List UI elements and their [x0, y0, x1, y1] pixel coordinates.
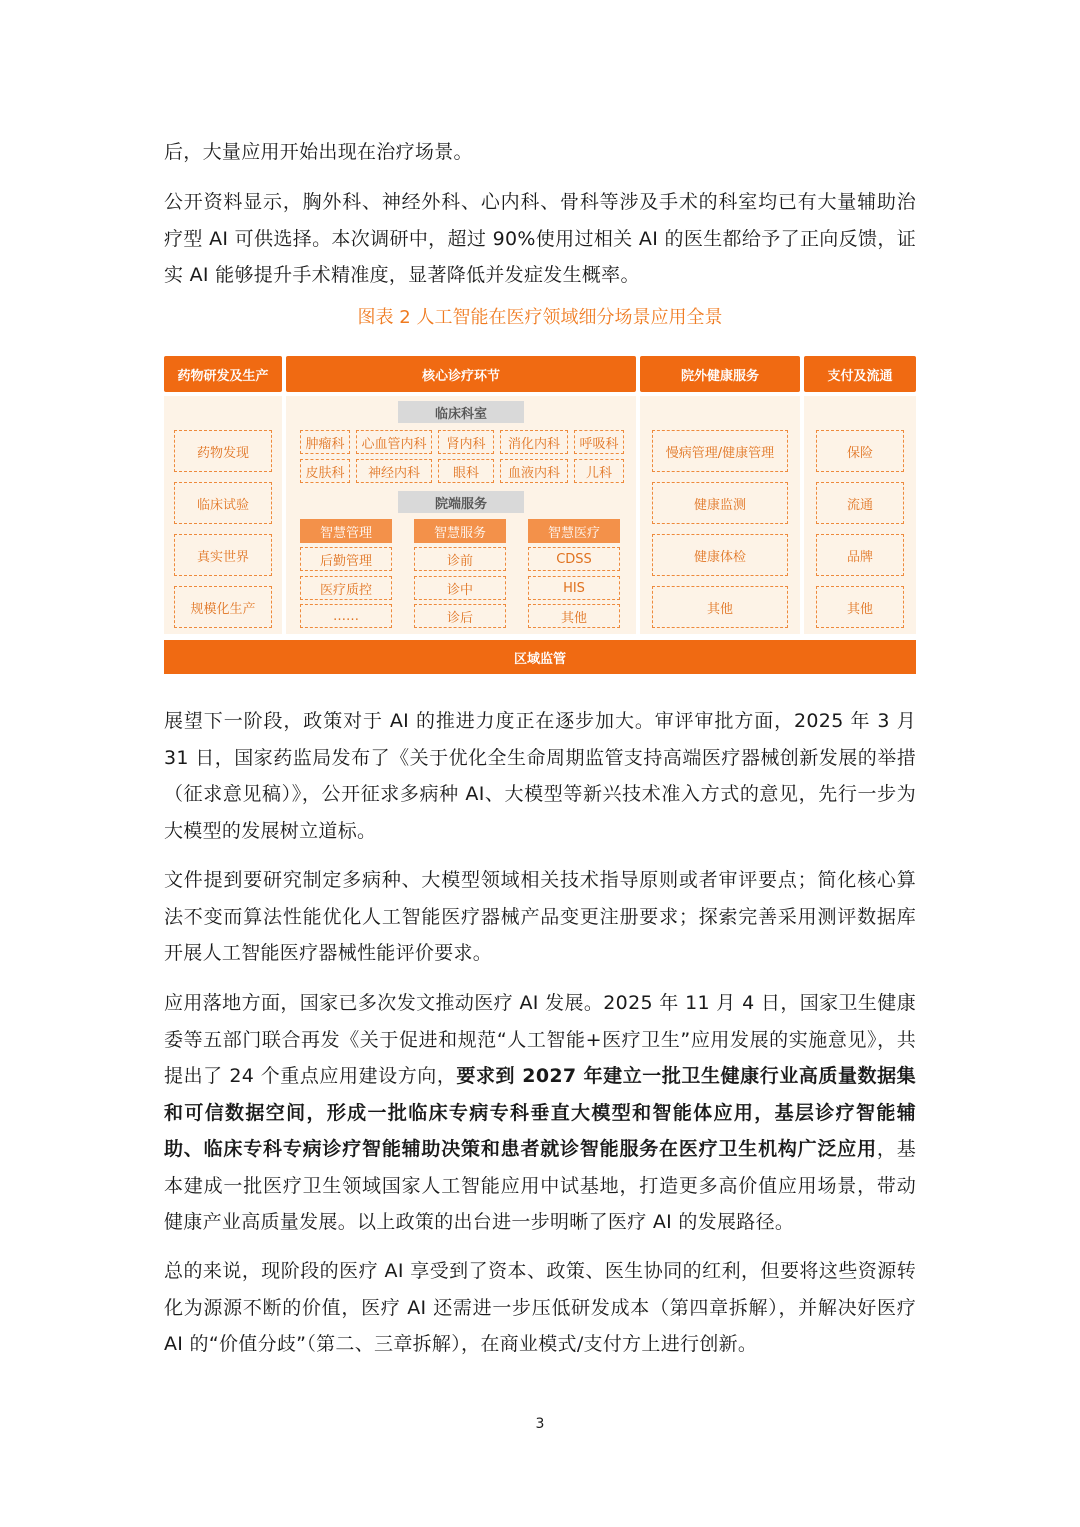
- payment-item: 保险: [816, 430, 904, 472]
- paragraph-3: 展望下一阶段，政策对于 AI 的推进力度正在逐步加大。审评审批方面，2025 年 3 月 31 日，国家药监局发布了《关于优化全生命周期监管支持高端医疗器械创新发展的举措（征求意见稿）》，公开征求多病种 AI、大模型等新兴技术准入方式的意见，先行一步为大模型的发展树立道标。: [164, 710, 916, 842]
- paragraph-1: 后，大量应用开始出现在治疗场景。: [164, 141, 473, 163]
- page-number: 3: [535, 1416, 545, 1432]
- service-item: CDSS: [528, 547, 620, 571]
- clinical-departments-title: 临床科室: [398, 401, 524, 423]
- service-item: 诊前: [414, 547, 506, 571]
- paragraph-5-tail: ，基本建成一批医疗卫生领域国家人工智能应用中试基地，打造更多高价值应用场景，带动健康产业高质量发展。以上政策的出台进一步明晰了医疗 AI 的发展路径。: [164, 1138, 916, 1233]
- department-item: 肾内科: [438, 430, 494, 454]
- payment-item: 流通: [816, 482, 904, 524]
- service-item: 诊中: [414, 576, 506, 600]
- service-item: 医疗质控: [300, 576, 392, 600]
- health-item: 其他: [652, 586, 788, 628]
- health-item: 健康监测: [652, 482, 788, 524]
- department-item: 消化内科: [500, 430, 568, 454]
- header-outpatient-health: 院外健康服务: [640, 356, 800, 392]
- service-item: 诊后: [414, 604, 506, 628]
- hospital-services-title: 院端服务: [398, 491, 524, 513]
- health-item: 慢病管理/健康管理: [652, 430, 788, 472]
- service-title-management: 智慧管理: [300, 519, 392, 543]
- pharma-item: 规模化生产: [174, 586, 272, 628]
- header-pharma: 药物研发及生产: [164, 356, 282, 392]
- figure-caption: 图表 2 人工智能在医疗领域细分场景应用全景: [357, 307, 723, 328]
- pharma-item: 真实世界: [174, 534, 272, 576]
- service-title-service: 智慧服务: [414, 519, 506, 543]
- header-core-clinical: 核心诊疗环节: [286, 356, 636, 392]
- paragraph-5-bold: 要求到 2027 年建立一批卫生健康行业高质量数据集和可信数据空间，形成一批临床专病专科垂直大模型和智能体应用，基层诊疗智能辅助、临床专科专病诊疗智能辅助决策和患者就诊智能服务在医疗卫生机构广泛应用: [164, 1065, 916, 1160]
- service-item: 其他: [528, 604, 620, 628]
- department-item: 儿科: [574, 459, 624, 483]
- department-item: 神经内科: [356, 459, 432, 483]
- pharma-item: 临床试验: [174, 482, 272, 524]
- pharma-item: 药物发现: [174, 430, 272, 472]
- paragraph-5-lead: 应用落地方面，国家已多次发文推动医疗 AI 发展。2025 年 11 月 4 日，国家卫生健康委等五部门联合再发《关于促进和规范“人工智能+医疗卫生”应用发展的实施意见》，共提出了 24 个重点应用建设方向，: [164, 992, 916, 1087]
- department-item: 皮肤科: [300, 459, 350, 483]
- header-payment: 支付及流通: [804, 356, 916, 392]
- department-item: 眼科: [438, 459, 494, 483]
- department-item: 肿瘤科: [300, 430, 350, 454]
- service-item: ……: [300, 604, 392, 628]
- department-item: 呼吸科: [574, 430, 624, 454]
- paragraph-5: [164, 985, 916, 1241]
- service-title-medical: 智慧医疗: [528, 519, 620, 543]
- application-landscape-figure: [164, 356, 916, 674]
- department-item: 血液内科: [500, 459, 568, 483]
- service-item: 后勤管理: [300, 547, 392, 571]
- footer-regional-supervision: 区域监管: [164, 640, 916, 674]
- health-item: 健康体检: [652, 534, 788, 576]
- service-item: HIS: [528, 576, 620, 600]
- paragraph-6: 总的来说，现阶段的医疗 AI 享受到了资本、政策、医生协同的红利，但要将这些资源转化为源源不断的价值，医疗 AI 还需进一步压低研发成本（第四章拆解），并解决好医疗 AI 的“价值分歧”（第二、三章拆解），在商业模式/支付方上进行创新。: [164, 1260, 916, 1355]
- payment-item: 其他: [816, 586, 904, 628]
- department-item: 心血管内科: [356, 430, 432, 454]
- payment-item: 品牌: [816, 534, 904, 576]
- paragraph-4: 文件提到要研究制定多病种、大模型领域相关技术指导原则或者审评要点；简化核心算法不变而算法性能优化人工智能医疗器械产品变更注册要求；探索完善采用测评数据库开展人工智能医疗器械性能评价要求。: [164, 869, 916, 964]
- paragraph-2: 公开资料显示，胸外科、神经外科、心内科、骨科等涉及手术的科室均已有大量辅助治疗型 AI 可供选择。本次调研中，超过 90%使用过相关 AI 的医生都给予了正向反馈，证实 AI 能够提升手术精准度，显著降低并发症发生概率。: [164, 191, 916, 286]
